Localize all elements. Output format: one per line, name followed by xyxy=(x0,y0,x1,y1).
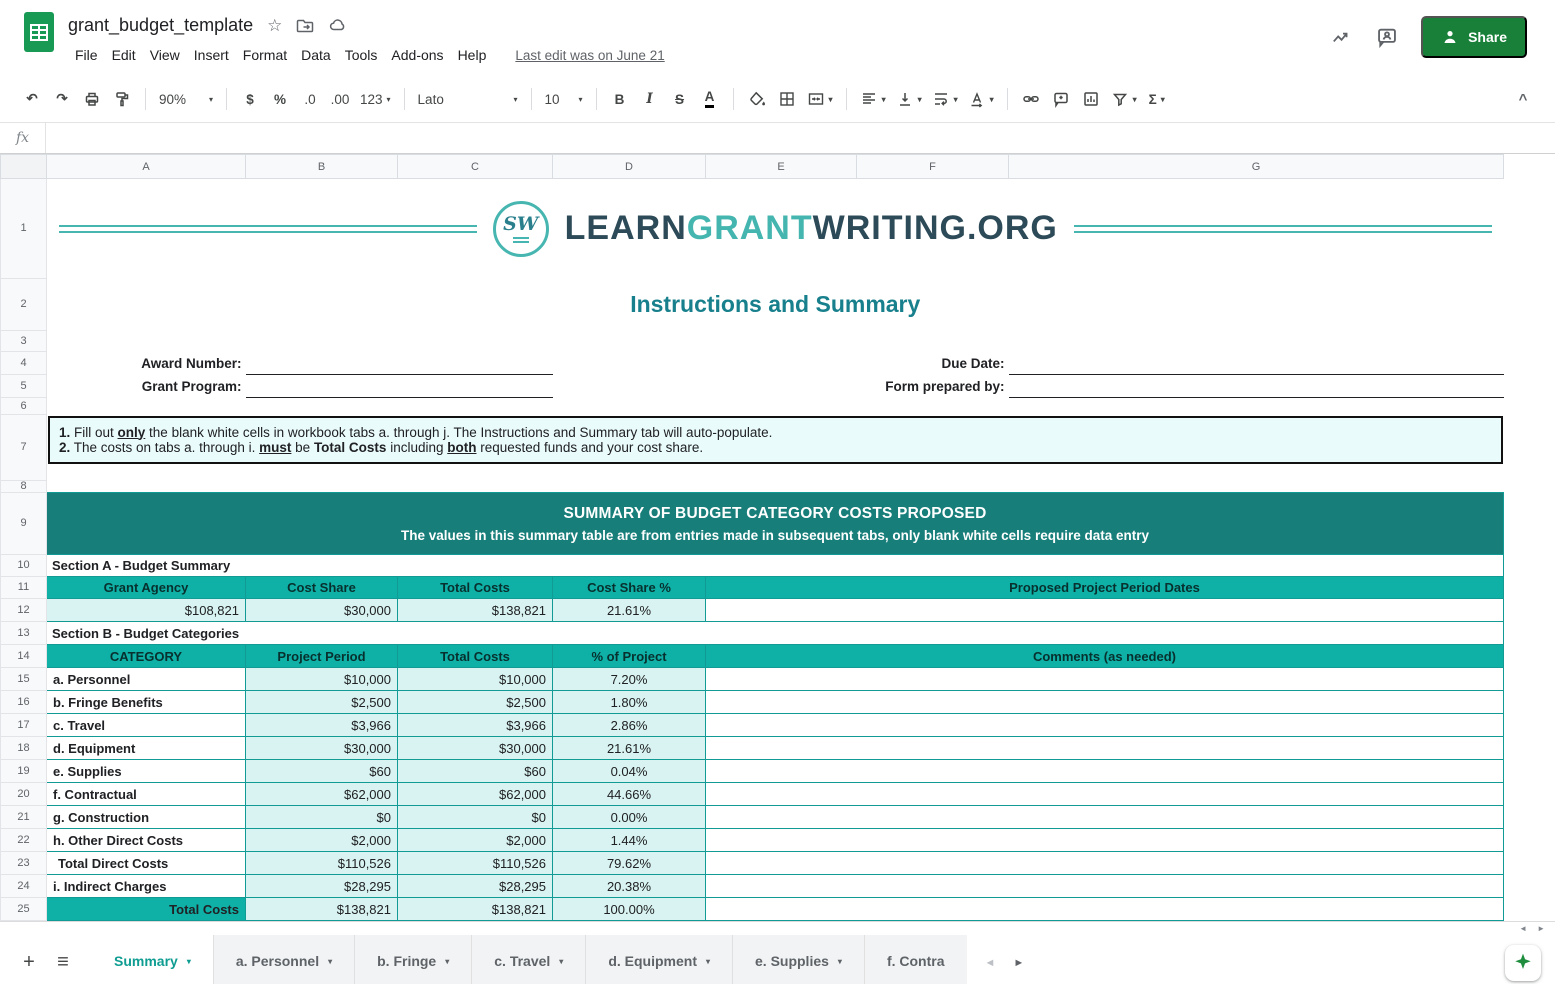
menu-tools[interactable]: Tools xyxy=(344,47,378,63)
cell-project-period[interactable]: $60 xyxy=(246,760,398,783)
brand-monogram: SW xyxy=(503,212,539,235)
column-header-d[interactable]: D xyxy=(553,155,706,179)
font-size-select[interactable]: 10 ▾ xyxy=(544,91,583,107)
cell-total-costs[interactable]: $28,295 xyxy=(398,875,553,898)
cell-dates-value[interactable] xyxy=(706,599,1504,622)
row-header-18[interactable]: 18 xyxy=(1,737,47,760)
cell-category[interactable]: a. Personnel xyxy=(47,668,246,691)
cell-comment[interactable] xyxy=(706,714,1504,737)
cell-project-period[interactable]: $0 xyxy=(246,806,398,829)
cell-instructions[interactable] xyxy=(47,415,1504,481)
brand-rule-right xyxy=(1074,225,1492,233)
cell-header-grant-agency[interactable]: Grant Agency xyxy=(47,577,246,599)
banner-title: SUMMARY OF BUDGET CATEGORY COSTS PROPOSED xyxy=(563,504,987,522)
chevron-down-icon: ▾ xyxy=(881,94,886,104)
move-folder-icon[interactable] xyxy=(296,16,314,34)
cell-header-total-costs[interactable]: Total Costs xyxy=(398,577,553,599)
horizontal-align-button[interactable] xyxy=(856,85,890,113)
zoom-select[interactable]: 90% ▾ xyxy=(159,91,213,107)
borders-button[interactable] xyxy=(773,85,801,113)
insert-link-button[interactable] xyxy=(1017,85,1045,113)
table-row xyxy=(1,668,1504,691)
format-currency-button[interactable]: $ xyxy=(246,91,254,107)
cell-total-costs[interactable]: $0 xyxy=(398,806,553,829)
history-icon[interactable] xyxy=(1329,27,1353,47)
row-header-22[interactable]: 22 xyxy=(1,829,47,852)
cell-total-costs[interactable]: $30,000 xyxy=(398,737,553,760)
column-header-g[interactable]: G xyxy=(1009,155,1504,179)
chevron-down-icon: ▾ xyxy=(953,94,958,104)
grid-right-gutter xyxy=(1504,154,1555,921)
cell-total-costs[interactable]: $62,000 xyxy=(398,783,553,806)
table-row xyxy=(1,714,1504,737)
redo-button[interactable]: ↷ xyxy=(56,91,68,106)
bold-button[interactable]: B xyxy=(614,91,625,107)
cell-category[interactable]: d. Equipment xyxy=(47,737,246,760)
chevron-down-icon: ▾ xyxy=(1132,94,1137,104)
table-row xyxy=(1,875,1504,898)
menu-file[interactable]: File xyxy=(75,47,98,63)
tab-menu-caret: ▾ xyxy=(837,956,842,966)
cell-blank[interactable] xyxy=(47,398,1504,415)
text-wrap-button[interactable] xyxy=(928,85,962,113)
cell-header-cost-share[interactable]: Cost Share xyxy=(246,577,398,599)
brand-wordmark: LEARNGRANTWRITING.ORG xyxy=(564,209,1058,248)
banner-subtitle: The values in this summary table are from entries made in subsequent tabs, only blank white cells require data entry xyxy=(401,527,1149,543)
row-header-19[interactable]: 19 xyxy=(1,760,47,783)
cell-total-costs-label[interactable]: Total Costs xyxy=(47,898,246,921)
tab-e-supplies[interactable]: e. Supplies ▾ xyxy=(733,935,865,984)
cell-comment[interactable] xyxy=(706,783,1504,806)
cell-total-costs[interactable]: $2,000 xyxy=(398,829,553,852)
cell-summary-banner[interactable] xyxy=(47,493,1504,555)
cell-comment[interactable] xyxy=(706,829,1504,852)
row-header-9[interactable]: 9 xyxy=(1,493,47,555)
document-title[interactable]: grant_budget_template xyxy=(68,14,254,35)
tab-menu-caret: ▾ xyxy=(559,956,564,966)
cell-category[interactable]: b. Fringe Benefits xyxy=(47,691,246,714)
cell-percent[interactable]: 1.80% xyxy=(553,691,706,714)
all-sheets-button[interactable]: ≡ xyxy=(57,951,69,973)
toolbar xyxy=(0,76,1555,122)
cell-category[interactable]: e. Supplies xyxy=(47,760,246,783)
row-header-16[interactable]: 16 xyxy=(1,691,47,714)
menu-insert[interactable]: Insert xyxy=(193,47,229,63)
cell-comment[interactable] xyxy=(706,898,1504,921)
instructions-box xyxy=(48,416,1503,464)
tab-d-equipment[interactable]: d. Equipment ▾ xyxy=(586,935,733,984)
chevron-down-icon: ▾ xyxy=(513,94,518,104)
table-row xyxy=(1,760,1504,783)
cell-percent[interactable]: 79.62% xyxy=(553,852,706,875)
cell-due-date-field[interactable] xyxy=(1009,352,1504,375)
sheets-logo-icon[interactable] xyxy=(24,12,54,52)
table-row xyxy=(1,806,1504,829)
tab-summary[interactable]: Summary ▾ xyxy=(92,935,214,984)
cell-project-period[interactable]: $10,000 xyxy=(246,668,398,691)
cell-total-costs[interactable]: $60 xyxy=(398,760,553,783)
cell-percent[interactable]: 21.61% xyxy=(553,737,706,760)
cell-category[interactable]: c. Travel xyxy=(47,714,246,737)
cell-project-period[interactable]: $28,295 xyxy=(246,875,398,898)
instruction-line-2: 2. The costs on tabs a. through i. must be Total Costs including both requested funds and your cost share. xyxy=(59,439,704,455)
row-header-7[interactable]: 7 xyxy=(1,415,47,481)
cell-header-comments[interactable]: Comments (as needed) xyxy=(706,645,1504,668)
share-button[interactable] xyxy=(1421,16,1527,58)
chevron-down-icon: ▾ xyxy=(917,94,922,104)
row-header-14[interactable]: 14 xyxy=(1,645,47,668)
last-edit-link[interactable]: Last edit was on June 21 xyxy=(515,47,665,63)
cell-blank[interactable] xyxy=(47,331,1504,352)
cell-cost-share-pct-value[interactable]: 21.61% xyxy=(553,599,706,622)
merge-cells-button[interactable] xyxy=(803,85,837,113)
chevron-down-icon: ▾ xyxy=(1160,94,1165,104)
row-header-5[interactable]: 5 xyxy=(1,375,47,398)
cell-percent[interactable]: 20.38% xyxy=(553,875,706,898)
formula-input[interactable] xyxy=(46,123,1555,153)
table-header-row xyxy=(1,577,1504,599)
cell-project-period[interactable]: $3,966 xyxy=(246,714,398,737)
cell-percent[interactable]: 1.44% xyxy=(553,829,706,852)
cell-blank[interactable] xyxy=(553,375,706,398)
cell-category[interactable]: f. Contractual xyxy=(47,783,246,806)
hide-menus-button[interactable]: ^ xyxy=(1518,90,1528,108)
row-header-6[interactable]: 6 xyxy=(1,398,47,415)
cell-comment[interactable] xyxy=(706,737,1504,760)
cell-total-costs[interactable]: $138,821 xyxy=(398,898,553,921)
star-icon[interactable]: ☆ xyxy=(267,15,283,35)
strikethrough-button[interactable]: S xyxy=(675,91,685,107)
tab-menu-caret: ▾ xyxy=(445,956,450,966)
column-header-f[interactable]: F xyxy=(857,155,1009,179)
format-percent-button[interactable]: % xyxy=(273,91,286,107)
cell-form-prepared-by-field[interactable] xyxy=(1009,375,1504,398)
share-label: Share xyxy=(1468,29,1507,45)
tab-scroll-right-icon[interactable]: ► xyxy=(1013,956,1025,969)
table-row xyxy=(1,898,1504,921)
cell-project-period[interactable]: $30,000 xyxy=(246,737,398,760)
chevron-down-icon: ▾ xyxy=(989,94,994,104)
chevron-down-icon: ▾ xyxy=(828,94,833,104)
cell-percent[interactable]: 0.00% xyxy=(553,806,706,829)
horizontal-scrollbar[interactable] xyxy=(0,921,1555,935)
cell-header-dates[interactable]: Proposed Project Period Dates xyxy=(706,577,1504,599)
cell-header-pct-of-project[interactable]: % of Project xyxy=(553,645,706,668)
column-header-c[interactable]: C xyxy=(398,155,553,179)
cell-total-costs-value[interactable]: $138,821 xyxy=(398,599,553,622)
row-header-20[interactable]: 20 xyxy=(1,783,47,806)
spreadsheet-grid xyxy=(0,154,1555,921)
cell-category[interactable]: g. Construction xyxy=(47,806,246,829)
row-header-3[interactable]: 3 xyxy=(1,331,47,352)
select-all-corner[interactable] xyxy=(1,155,47,179)
cell-comment[interactable] xyxy=(706,691,1504,714)
formula-bar xyxy=(0,122,1555,154)
row-header-10[interactable]: 10 xyxy=(1,555,47,577)
menu-format[interactable]: Format xyxy=(242,47,288,63)
cell-percent[interactable]: 2.86% xyxy=(553,714,706,737)
table-row xyxy=(1,691,1504,714)
tab-a-personnel[interactable]: a. Personnel ▾ xyxy=(214,935,355,984)
column-header-a[interactable]: A xyxy=(47,155,246,179)
add-sheet-button[interactable]: + xyxy=(23,951,35,973)
cell-header-cost-share-pct[interactable]: Cost Share % xyxy=(553,577,706,599)
filter-button[interactable] xyxy=(1107,85,1141,113)
decrease-decimal-button[interactable]: .0 xyxy=(304,91,316,107)
brand-rule-left xyxy=(59,225,477,233)
cell-blank[interactable] xyxy=(553,352,706,375)
cell-comment[interactable] xyxy=(706,852,1504,875)
text-rotation-button[interactable] xyxy=(964,85,998,113)
tab-b-fringe[interactable]: b. Fringe ▾ xyxy=(355,935,472,984)
cell-brand-logo[interactable] xyxy=(47,179,1504,279)
row-header-24[interactable]: 24 xyxy=(1,875,47,898)
cell-percent[interactable]: 100.00% xyxy=(553,898,706,921)
italic-button[interactable]: I xyxy=(646,91,653,107)
row-header-23[interactable]: 23 xyxy=(1,852,47,875)
row-header-11[interactable]: 11 xyxy=(1,577,47,599)
menu-view[interactable]: View xyxy=(149,47,180,63)
print-button[interactable] xyxy=(78,85,106,113)
table-header-row xyxy=(1,645,1504,668)
menu-data[interactable]: Data xyxy=(301,47,331,63)
row-header-12[interactable]: 12 xyxy=(1,599,47,622)
table-row xyxy=(1,599,1504,622)
cell-percent[interactable]: 7.20% xyxy=(553,668,706,691)
menu-add-ons[interactable]: Add-ons xyxy=(391,47,444,63)
tab-menu-caret: ▾ xyxy=(328,956,333,966)
cell-section-a-title[interactable]: Section A - Budget Summary xyxy=(47,555,1504,577)
cell-category[interactable]: h. Other Direct Costs xyxy=(47,829,246,852)
chevron-down-icon: ▾ xyxy=(578,94,583,104)
font-select[interactable]: Lato ▾ xyxy=(417,91,518,107)
cell-blank[interactable] xyxy=(47,481,1504,493)
fx-label: fx xyxy=(0,123,46,153)
vertical-align-button[interactable] xyxy=(892,85,926,113)
cell-total-costs[interactable]: $3,966 xyxy=(398,714,553,737)
cell-comment[interactable] xyxy=(706,875,1504,898)
cell-project-period[interactable]: $138,821 xyxy=(246,898,398,921)
fill-color-button[interactable] xyxy=(743,85,771,113)
chevron-down-icon: ▾ xyxy=(208,94,213,104)
cell-award-number-label[interactable]: Award Number: xyxy=(47,352,246,375)
cell-sheet-title[interactable]: Instructions and Summary xyxy=(47,279,1504,331)
table-row xyxy=(1,852,1504,875)
cell-category[interactable]: Total Direct Costs xyxy=(47,852,246,875)
insert-chart-button[interactable] xyxy=(1077,85,1105,113)
cell-project-period[interactable]: $62,000 xyxy=(246,783,398,806)
cell-comment[interactable] xyxy=(706,760,1504,783)
scroll-left-icon[interactable]: ◄ xyxy=(1519,924,1528,933)
cell-category[interactable]: i. Indirect Charges xyxy=(47,875,246,898)
chevron-down-icon: ▾ xyxy=(386,94,391,104)
cell-total-costs[interactable]: $110,526 xyxy=(398,852,553,875)
text-color-button[interactable]: A xyxy=(696,85,724,113)
tab-menu-caret: ▾ xyxy=(705,956,710,966)
cell-percent[interactable]: 44.66% xyxy=(553,783,706,806)
column-header-b[interactable]: B xyxy=(246,155,398,179)
cell-cost-share-value[interactable]: $30,000 xyxy=(246,599,398,622)
cell-header-project-period[interactable]: Project Period xyxy=(246,645,398,668)
cell-percent[interactable]: 0.04% xyxy=(553,760,706,783)
cell-grant-program-label[interactable]: Grant Program: xyxy=(47,375,246,398)
tab-scroll-left-icon[interactable]: ◄ xyxy=(984,956,996,969)
row-header-2[interactable]: 2 xyxy=(1,279,47,331)
table-row xyxy=(1,737,1504,760)
functions-button[interactable]: Σ ▾ xyxy=(1148,91,1165,107)
cell-header-total-costs-b[interactable]: Total Costs xyxy=(398,645,553,668)
tab-c-travel[interactable]: c. Travel ▾ xyxy=(472,935,586,984)
cell-project-period[interactable]: $2,500 xyxy=(246,691,398,714)
tab-menu-caret: ▾ xyxy=(186,956,191,966)
row-header-21[interactable]: 21 xyxy=(1,806,47,829)
instruction-line-1: 1. Fill out only the blank white cells in workbook tabs a. through j. The Instructions and Summary tab will auto-populate. xyxy=(59,424,773,440)
cell-project-period[interactable]: $2,000 xyxy=(246,829,398,852)
sheet-tab-bar xyxy=(0,935,1555,984)
row-header-17[interactable]: 17 xyxy=(1,714,47,737)
cell-total-costs[interactable]: $10,000 xyxy=(398,668,553,691)
undo-button[interactable]: ↶ xyxy=(26,91,38,106)
row-header-4[interactable]: 4 xyxy=(1,352,47,375)
cell-form-prepared-by-label[interactable]: Form prepared by: xyxy=(706,375,1009,398)
comments-icon[interactable] xyxy=(1375,26,1399,48)
row-header-13[interactable]: 13 xyxy=(1,622,47,645)
more-formats-button[interactable]: 123 ▾ xyxy=(360,91,391,107)
table-row xyxy=(1,783,1504,806)
table-row xyxy=(1,829,1504,852)
cell-grant-agency-value[interactable]: $108,821 xyxy=(47,599,246,622)
cell-grant-program-field[interactable] xyxy=(246,375,553,398)
cell-due-date-label[interactable]: Due Date: xyxy=(706,352,1009,375)
cell-total-costs[interactable]: $2,500 xyxy=(398,691,553,714)
cloud-status-icon[interactable] xyxy=(328,16,348,34)
cell-comment[interactable] xyxy=(706,806,1504,829)
increase-decimal-button[interactable]: .00 xyxy=(330,91,350,107)
row-header-1[interactable]: 1 xyxy=(1,179,47,279)
scroll-right-icon[interactable]: ► xyxy=(1537,924,1545,933)
lightbulb-icon xyxy=(513,237,529,243)
row-header-25[interactable]: 25 xyxy=(1,898,47,921)
menu-bar xyxy=(68,40,1329,70)
row-header-15[interactable]: 15 xyxy=(1,668,47,691)
insert-comment-button[interactable] xyxy=(1047,85,1075,113)
menu-edit[interactable]: Edit xyxy=(111,47,136,63)
row-header-8[interactable]: 8 xyxy=(1,481,47,493)
explore-button[interactable] xyxy=(1505,945,1541,981)
cell-project-period[interactable]: $110,526 xyxy=(246,852,398,875)
cell-award-number-field[interactable] xyxy=(246,352,553,375)
menu-help[interactable]: Help xyxy=(457,47,487,63)
cell-header-category[interactable]: CATEGORY xyxy=(47,645,246,668)
brand-monogram-badge xyxy=(493,201,549,257)
tab-f-contractual[interactable]: f. Contra xyxy=(865,935,967,984)
top-bar xyxy=(0,0,1555,76)
paint-format-button[interactable] xyxy=(108,85,136,113)
cell-section-b-title[interactable]: Section B - Budget Categories xyxy=(47,622,1504,645)
column-header-e[interactable]: E xyxy=(706,155,857,179)
cell-comment[interactable] xyxy=(706,668,1504,691)
